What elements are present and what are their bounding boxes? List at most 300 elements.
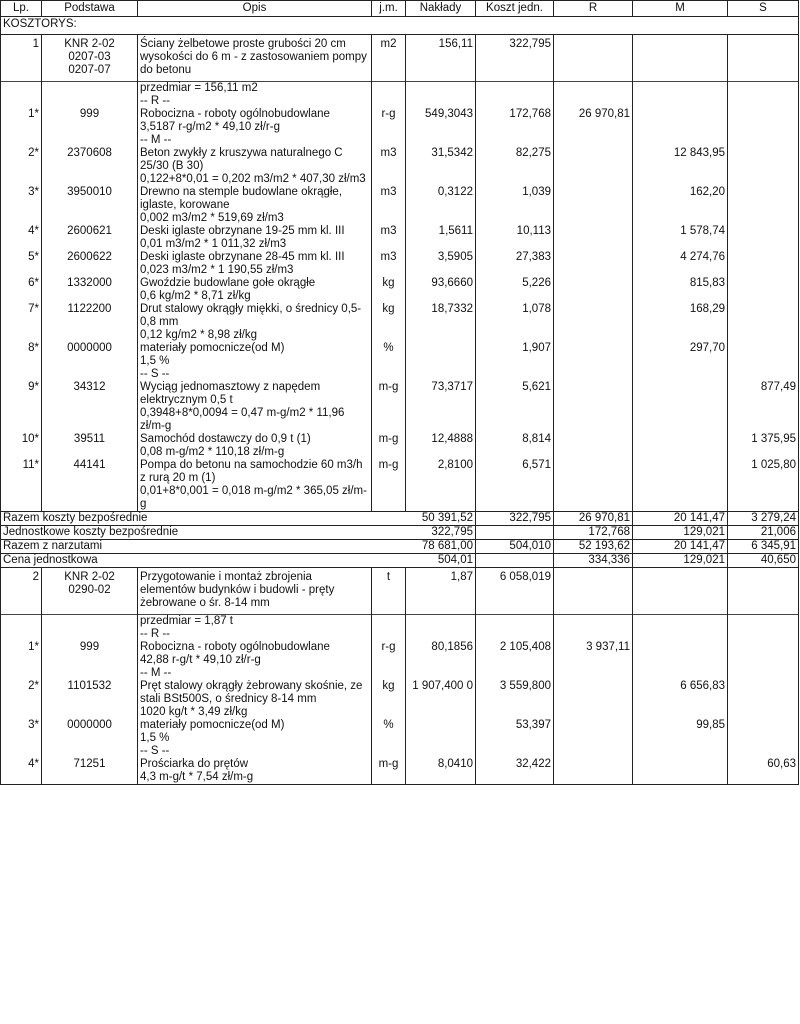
resource-row (1, 108, 799, 134)
resource-lp: 2* (1, 147, 42, 186)
empty-cell (728, 745, 799, 758)
resource-m: 99,85 (633, 719, 728, 745)
resource-group-row (1, 667, 799, 680)
empty-cell (633, 368, 728, 381)
empty-cell (1, 95, 42, 108)
resource-opis (138, 225, 372, 251)
summary-s: 40,650 (728, 554, 799, 568)
resource-row (1, 251, 799, 277)
resource-koszt-jedn: 172,768 (476, 108, 554, 134)
header-koszt-jedn: Koszt jedn. (476, 1, 554, 17)
resource-m (633, 108, 728, 134)
empty-cell (1, 745, 42, 758)
summary-m: 129,021 (633, 526, 728, 540)
resource-jm: r-g (372, 108, 406, 134)
resource-lp: 3* (1, 186, 42, 225)
summary-naklady: 322,795 (406, 526, 476, 540)
summary-s: 21,006 (728, 526, 799, 540)
resource-r (554, 719, 633, 745)
podstawa-line: 0207-07 (68, 64, 111, 76)
resource-jm: % (372, 342, 406, 368)
resource-lp: 5* (1, 251, 42, 277)
resource-lp: 1* (1, 108, 42, 134)
resource-group-label: -- M -- (138, 667, 372, 680)
summary-s: 3 279,24 (728, 512, 799, 526)
resource-m: 168,29 (633, 303, 728, 342)
empty-cell (372, 667, 406, 680)
summary-naklady: 504,01 (406, 554, 476, 568)
resource-podstawa: 1122200 (42, 303, 138, 342)
summary-r: 334,336 (554, 554, 633, 568)
summary-row (1, 554, 799, 568)
resource-row (1, 147, 799, 186)
resource-m (633, 459, 728, 512)
resource-r (554, 758, 633, 785)
resource-podstawa: 3950010 (42, 186, 138, 225)
resource-podstawa: 1101532 (42, 680, 138, 719)
empty-cell (728, 95, 799, 108)
resource-r: 26 970,81 (554, 108, 633, 134)
resource-m: 1 578,74 (633, 225, 728, 251)
resource-group-label: -- R -- (138, 628, 372, 641)
resource-r (554, 381, 633, 433)
empty-cell (1, 615, 42, 629)
resource-lp: 6* (1, 277, 42, 303)
empty-cell (1, 667, 42, 680)
resource-koszt-jedn: 27,383 (476, 251, 554, 277)
resource-naklady (406, 342, 476, 368)
resource-group-label: -- S -- (138, 745, 372, 758)
resource-opis (138, 459, 372, 512)
empty-cell (406, 745, 476, 758)
table-body (1, 17, 799, 785)
resource-opis-line: 0,3948+8*0,0094 = 0,47 m-g/m2 * 11,96 zł/m-g (140, 407, 345, 432)
position-opis: Ściany żelbetowe proste grubości 20 cm wysokości do 6 m - z zastosowaniem pompy do betonu (138, 35, 372, 82)
resource-opis-line: Prościarka do prętów (140, 758, 249, 770)
resource-s: 1 025,80 (728, 459, 799, 512)
empty-cell (476, 615, 554, 629)
resource-r (554, 433, 633, 459)
position-podstawa (42, 35, 138, 82)
resource-m (633, 433, 728, 459)
position-row (1, 35, 799, 82)
position-lp: 1 (1, 35, 42, 82)
empty-cell (476, 628, 554, 641)
empty-cell (372, 368, 406, 381)
resource-opis-line: Samochód dostawczy do 0,9 t (1) (140, 433, 311, 445)
resource-lp: 2* (1, 680, 42, 719)
resource-naklady: 549,3043 (406, 108, 476, 134)
empty-cell (406, 95, 476, 108)
resource-koszt-jedn: 53,397 (476, 719, 554, 745)
resource-opis (138, 758, 372, 785)
empty-cell (554, 667, 633, 680)
resource-opis-line: Robocizna - roboty ogólnobudowlane (140, 641, 330, 653)
resource-jm: r-g (372, 641, 406, 667)
resource-m: 297,70 (633, 342, 728, 368)
summary-koszt-jedn: 322,795 (476, 512, 554, 526)
resource-group-row (1, 95, 799, 108)
empty-cell (406, 368, 476, 381)
resource-jm: kg (372, 277, 406, 303)
resource-opis-line: materiały pomocnicze(od M) (140, 342, 285, 354)
resource-row (1, 459, 799, 512)
resource-opis (138, 680, 372, 719)
resource-jm: m3 (372, 225, 406, 251)
summary-naklady: 50 391,52 (406, 512, 476, 526)
empty-cell (42, 82, 138, 96)
empty-cell (728, 82, 799, 96)
empty-cell (42, 615, 138, 629)
empty-cell (372, 82, 406, 96)
resource-s (728, 277, 799, 303)
resource-r (554, 147, 633, 186)
resource-row (1, 342, 799, 368)
resource-opis-line: Beton zwykły z kruszywa naturalnego C 25/30 (B 30) (140, 147, 343, 172)
summary-label: Cena jednostkowa (1, 554, 406, 568)
resource-naklady: 31,5342 (406, 147, 476, 186)
resource-row (1, 225, 799, 251)
resource-r (554, 225, 633, 251)
empty-cell (633, 615, 728, 629)
resource-lp: 9* (1, 381, 42, 433)
resource-r (554, 303, 633, 342)
resource-m: 815,83 (633, 277, 728, 303)
resource-opis-line: 4,3 m-g/t * 7,54 zł/m-g (140, 771, 254, 783)
empty-cell (554, 368, 633, 381)
table-header-row (1, 1, 799, 17)
empty-cell (476, 368, 554, 381)
resource-naklady (406, 719, 476, 745)
resource-opis (138, 433, 372, 459)
position-m (633, 568, 728, 615)
resource-podstawa: 0000000 (42, 719, 138, 745)
resource-s (728, 186, 799, 225)
empty-cell (372, 95, 406, 108)
resource-opis (138, 251, 372, 277)
resource-opis-line: Gwoździe budowlane gołe okrągłe (140, 277, 316, 289)
empty-cell (633, 134, 728, 147)
empty-cell (554, 134, 633, 147)
resource-m: 4 274,76 (633, 251, 728, 277)
resource-group-row (1, 745, 799, 758)
resource-koszt-jedn: 5,226 (476, 277, 554, 303)
empty-cell (372, 615, 406, 629)
resource-s (728, 719, 799, 745)
resource-koszt-jedn: 6,571 (476, 459, 554, 512)
resource-lp: 3* (1, 719, 42, 745)
empty-cell (476, 745, 554, 758)
resource-r (554, 680, 633, 719)
resource-jm: m-g (372, 758, 406, 785)
summary-koszt-jedn: 504,010 (476, 540, 554, 554)
empty-cell (1, 82, 42, 96)
summary-r: 52 193,62 (554, 540, 633, 554)
resource-jm: m3 (372, 186, 406, 225)
resource-naklady: 8,0410 (406, 758, 476, 785)
empty-cell (633, 667, 728, 680)
position-m (633, 35, 728, 82)
resource-opis-line: 0,01+8*0,001 = 0,018 m-g/m2 * 365,05 zł/m-g (140, 485, 367, 510)
empty-cell (406, 628, 476, 641)
resource-naklady: 80,1856 (406, 641, 476, 667)
resource-r (554, 186, 633, 225)
resource-koszt-jedn: 10,113 (476, 225, 554, 251)
resource-opis-line: Drut stalowy okrągły miękki, o średnicy 0,5-0,8 mm (140, 303, 362, 328)
resource-opis (138, 641, 372, 667)
przedmiar-row (1, 82, 799, 96)
position-koszt-jedn: 322,795 (476, 35, 554, 82)
podstawa-line: 0207-03 (68, 51, 111, 63)
resource-lp: 11* (1, 459, 42, 512)
header-s: S (728, 1, 799, 17)
podstawa-line: KNR 2-02 (64, 38, 115, 50)
resource-s (728, 303, 799, 342)
resource-opis (138, 186, 372, 225)
resource-podstawa: 71251 (42, 758, 138, 785)
empty-cell (728, 667, 799, 680)
resource-koszt-jedn: 2 105,408 (476, 641, 554, 667)
summary-r: 26 970,81 (554, 512, 633, 526)
przedmiar-text: przedmiar = 1,87 t (138, 615, 372, 629)
resource-jm: kg (372, 303, 406, 342)
resource-jm: m3 (372, 147, 406, 186)
empty-cell (1, 628, 42, 641)
resource-opis-line: 0,08 m-g/m2 * 110,18 zł/m-g (140, 446, 285, 458)
summary-row (1, 512, 799, 526)
resource-podstawa: 1332000 (42, 277, 138, 303)
resource-s: 60,63 (728, 758, 799, 785)
empty-cell (476, 82, 554, 96)
resource-opis (138, 342, 372, 368)
empty-cell (42, 368, 138, 381)
resource-opis-line: Robocizna - roboty ogólnobudowlane (140, 108, 330, 120)
resource-row (1, 758, 799, 785)
empty-cell (372, 134, 406, 147)
empty-cell (633, 95, 728, 108)
resource-opis-line: Deski iglaste obrzynane 28-45 mm kl. III (140, 251, 345, 263)
header-opis: Opis (138, 1, 372, 17)
resource-opis (138, 381, 372, 433)
empty-cell (1, 134, 42, 147)
resource-m: 162,20 (633, 186, 728, 225)
summary-koszt-jedn (476, 554, 554, 568)
resource-r (554, 277, 633, 303)
position-naklady: 156,11 (406, 35, 476, 82)
resource-podstawa: 39511 (42, 433, 138, 459)
resource-jm: m3 (372, 251, 406, 277)
resource-jm: kg (372, 680, 406, 719)
position-r (554, 35, 633, 82)
empty-cell (406, 134, 476, 147)
resource-m (633, 758, 728, 785)
resource-opis-line: 0,12 kg/m2 * 8,98 zł/kg (140, 329, 257, 341)
resource-opis-line: 0,6 kg/m2 * 8,71 zł/kg (140, 290, 251, 302)
resource-r: 3 937,11 (554, 641, 633, 667)
resource-row (1, 680, 799, 719)
empty-cell (728, 615, 799, 629)
resource-group-label: -- M -- (138, 134, 372, 147)
resource-s: 1 375,95 (728, 433, 799, 459)
position-naklady: 1,87 (406, 568, 476, 615)
resource-s (728, 641, 799, 667)
resource-koszt-jedn: 1,078 (476, 303, 554, 342)
position-s (728, 35, 799, 82)
section-row (1, 17, 799, 35)
summary-label: Jednostkowe koszty bezpośrednie (1, 526, 406, 540)
empty-cell (728, 134, 799, 147)
summary-m: 129,021 (633, 554, 728, 568)
header-podstawa: Podstawa (42, 1, 138, 17)
empty-cell (1, 368, 42, 381)
empty-cell (476, 667, 554, 680)
empty-cell (554, 745, 633, 758)
empty-cell (406, 667, 476, 680)
summary-koszt-jedn (476, 526, 554, 540)
empty-cell (554, 95, 633, 108)
resource-opis-line: Pompa do betonu na samochodzie 60 m3/h z rurą 20 m (1) (140, 459, 363, 484)
resource-naklady: 0,3122 (406, 186, 476, 225)
summary-m: 20 141,47 (633, 512, 728, 526)
resource-lp: 8* (1, 342, 42, 368)
resource-podstawa: 999 (42, 641, 138, 667)
resource-s (728, 251, 799, 277)
resource-opis-line: Wyciąg jednomasztowy z napędem elektrycznym 0,5 t (140, 381, 321, 406)
empty-cell (554, 82, 633, 96)
resource-opis-line: 1,5 % (140, 355, 170, 367)
resource-opis-line: 0,122+8*0,01 = 0,202 m3/m2 * 407,30 zł/m3 (140, 173, 366, 185)
resource-group-row (1, 368, 799, 381)
resource-opis (138, 108, 372, 134)
position-podstawa (42, 568, 138, 615)
resource-group-row (1, 628, 799, 641)
resource-naklady: 73,3717 (406, 381, 476, 433)
summary-row (1, 526, 799, 540)
empty-cell (42, 667, 138, 680)
empty-cell (728, 628, 799, 641)
position-koszt-jedn: 6 058,019 (476, 568, 554, 615)
resource-naklady: 3,5905 (406, 251, 476, 277)
resource-opis (138, 147, 372, 186)
resource-koszt-jedn: 5,621 (476, 381, 554, 433)
empty-cell (633, 628, 728, 641)
resource-opis (138, 303, 372, 342)
resource-row (1, 186, 799, 225)
header-naklady: Nakłady (406, 1, 476, 17)
resource-r (554, 459, 633, 512)
resource-podstawa: 2600622 (42, 251, 138, 277)
przedmiar-row (1, 615, 799, 629)
resource-row (1, 641, 799, 667)
resource-jm: m-g (372, 459, 406, 512)
resource-opis-line: Drewno na stemple budowlane okrągłe, iglaste, korowane (140, 186, 343, 211)
resource-group-label: -- S -- (138, 368, 372, 381)
summary-r: 172,768 (554, 526, 633, 540)
resource-m: 12 843,95 (633, 147, 728, 186)
resource-naklady: 18,7332 (406, 303, 476, 342)
resource-koszt-jedn: 32,422 (476, 758, 554, 785)
position-s (728, 568, 799, 615)
resource-jm: % (372, 719, 406, 745)
summary-row (1, 540, 799, 554)
podstawa-line: KNR 2-02 (64, 571, 115, 583)
resource-koszt-jedn: 82,275 (476, 147, 554, 186)
resource-podstawa: 0000000 (42, 342, 138, 368)
resource-row (1, 719, 799, 745)
resource-r (554, 251, 633, 277)
position-opis: Przygotowanie i montaż zbrojenia elementów budynków i budowli - pręty żebrowane o śr. 8-14 mm (138, 568, 372, 615)
resource-naklady: 1,5611 (406, 225, 476, 251)
empty-cell (42, 134, 138, 147)
resource-podstawa: 2600621 (42, 225, 138, 251)
empty-cell (406, 615, 476, 629)
przedmiar-text: przedmiar = 156,11 m2 (138, 82, 372, 96)
position-lp: 2 (1, 568, 42, 615)
resource-podstawa: 34312 (42, 381, 138, 433)
resource-opis-line: 3,5187 r-g/m2 * 49,10 zł/r-g (140, 121, 280, 133)
header-r: R (554, 1, 633, 17)
position-jm: m2 (372, 35, 406, 82)
resource-opis-line: materiały pomocnicze(od M) (140, 719, 285, 731)
resource-lp: 10* (1, 433, 42, 459)
resource-naklady: 93,6660 (406, 277, 476, 303)
empty-cell (633, 745, 728, 758)
empty-cell (372, 628, 406, 641)
empty-cell (42, 745, 138, 758)
empty-cell (42, 95, 138, 108)
resource-opis (138, 719, 372, 745)
resource-s (728, 147, 799, 186)
resource-s (728, 342, 799, 368)
resource-opis-line: 42,88 r-g/t * 49,10 zł/r-g (140, 654, 261, 666)
header-lp: Lp. (1, 1, 42, 17)
resource-opis (138, 277, 372, 303)
resource-podstawa: 2370608 (42, 147, 138, 186)
resource-koszt-jedn: 1,039 (476, 186, 554, 225)
summary-naklady: 78 681,00 (406, 540, 476, 554)
resource-m (633, 641, 728, 667)
empty-cell (372, 745, 406, 758)
resource-lp: 4* (1, 758, 42, 785)
resource-row (1, 303, 799, 342)
empty-cell (554, 615, 633, 629)
resource-r (554, 342, 633, 368)
summary-s: 6 345,91 (728, 540, 799, 554)
summary-label: Razem koszty bezpośrednie (1, 512, 406, 526)
resource-opis-line: 0,01 m3/m2 * 1 011,32 zł/m3 (140, 238, 287, 250)
resource-opis-line: 0,023 m3/m2 * 1 190,55 zł/m3 (140, 264, 294, 276)
resource-opis-line: 1020 kg/t * 3,49 zł/kg (140, 706, 248, 718)
resource-m: 6 656,83 (633, 680, 728, 719)
resource-opis-line: Pręt stalowy okrągły żebrowany skośnie, ze stali BSt500S, o średnicy 8-14 mm (140, 680, 363, 705)
resource-row (1, 381, 799, 433)
header-m: M (633, 1, 728, 17)
empty-cell (554, 628, 633, 641)
resource-podstawa: 999 (42, 108, 138, 134)
resource-s (728, 225, 799, 251)
empty-cell (42, 628, 138, 641)
position-row (1, 568, 799, 615)
resource-naklady: 2,8100 (406, 459, 476, 512)
resource-group-row (1, 134, 799, 147)
summary-label: Razem z narzutami (1, 540, 406, 554)
empty-cell (476, 95, 554, 108)
resource-opis-line: 1,5 % (140, 732, 170, 744)
resource-podstawa: 44141 (42, 459, 138, 512)
resource-opis-line: 0,002 m3/m2 * 519,69 zł/m3 (140, 212, 284, 224)
position-r (554, 568, 633, 615)
resource-jm: m-g (372, 381, 406, 433)
